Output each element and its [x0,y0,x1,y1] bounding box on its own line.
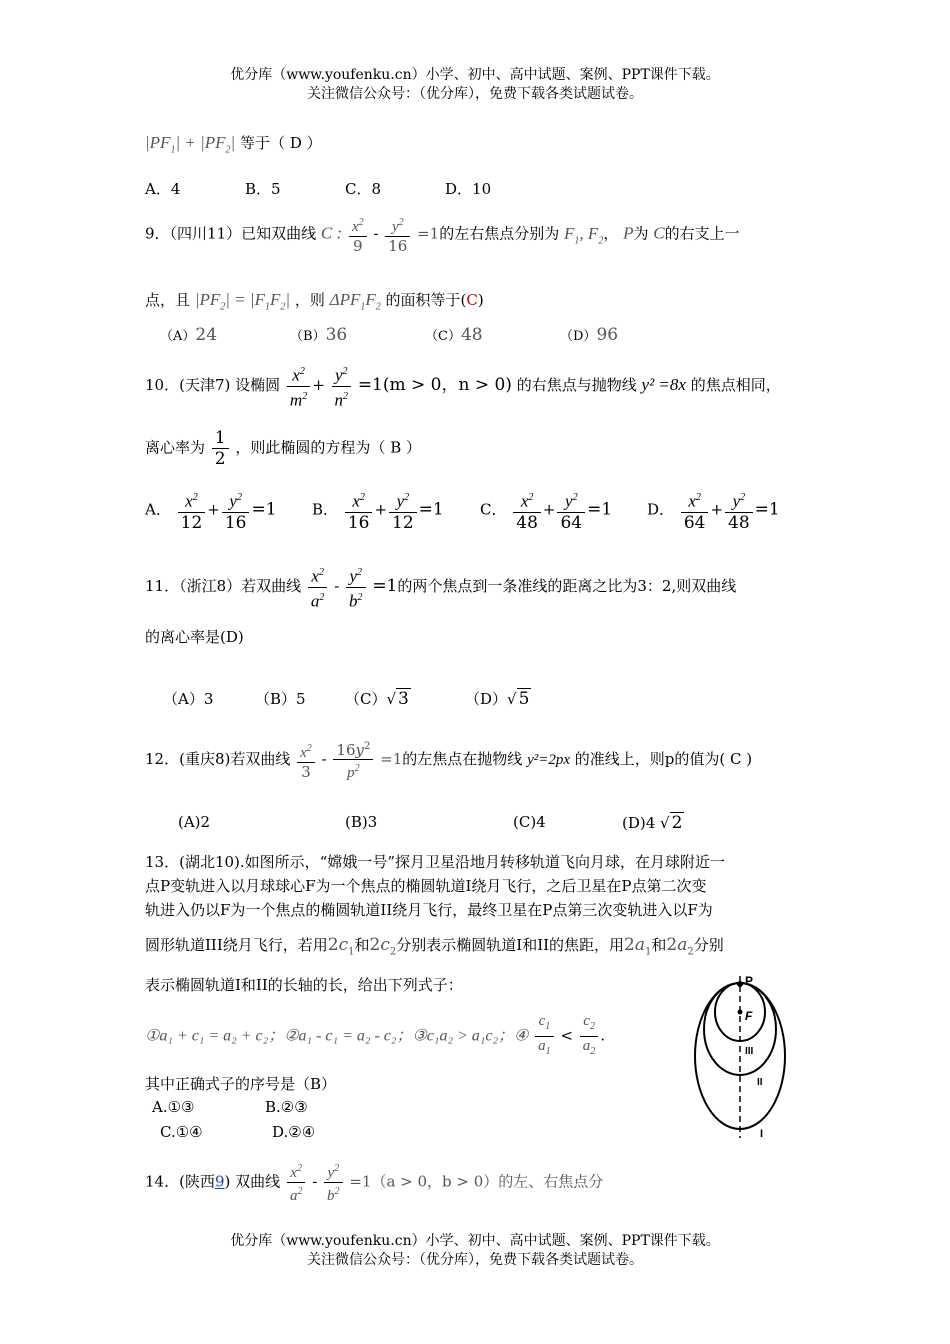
q8-option-b: B．5 [245,180,281,198]
q12-option-b: (B)3 [345,813,378,831]
q13-option-b: B.②③ [265,1098,308,1116]
q8-option-a: A．4 [145,180,181,198]
q10-option-d: D． $\frac{x^2}{64}$ + $\frac{y^2}{48}$ =1 [647,488,780,533]
page-header [0,66,950,104]
q9-option-b: （B）36 [290,325,348,345]
q10-answer: B [390,438,402,457]
footer-line-1: 优分库（www.youfenku.cn）小学、初中、高中试题、案例、PPT课件下载。 [230,1233,720,1249]
q8-answer: D [289,134,302,152]
q11-stem: 11．（浙江8）若双曲线 $\frac{x^2}{a^2}$ - $\frac{y^2}{b^2}$ =1的两个焦点到一条准线的距离之比为3：2,则双曲线 [145,563,736,611]
q10-line2: 离心率为 $\frac{1}{2}$ ，则此椭圆的方程为（ B ） [145,428,422,469]
q8-option-d: D．10 [445,180,492,198]
q13-line-4: 圆形轨道III绕月飞行，若用$2c_1$和$2c_2$分别表示椭圆轨道I和II的焦距，用$2a_1$和$2a_2$分别 [145,935,724,958]
page-footer [0,1232,950,1270]
q11-option-c: （C）√ 3 [345,689,409,709]
q11-line2: 的离心率是(D) [145,628,244,646]
q14-link[interactable]: 9 [214,1172,225,1191]
q11-option-d: （D）√ 5 [465,689,530,709]
point-p [737,981,743,987]
q9-option-c: （C）48 [425,325,483,345]
q13-option-a: A.①③ [152,1098,195,1116]
q9-option-a: （A）24 [160,325,218,345]
q13-ask: 其中正确式子的序号是（B） [145,1075,337,1093]
q14-stem: 14．(陕西9) 双曲线 $\frac{x^2}{a^2}$ - $\frac{y^2}{b^2}$ =1（a > 0，b > 0）的左、右焦点分 [145,1160,603,1205]
q12-option-a: (A)2 [178,813,211,831]
q11-option-a: （A）3 [163,690,214,708]
q11-option-b: （B）5 [255,690,306,708]
label-f: F [745,1009,753,1023]
q13-stem [145,850,725,922]
q8-option-c: C．8 [345,180,382,198]
q13-line-3: 轨进入仍以F为一个焦点的椭圆轨道II绕月飞行，最终卫星在P点第三次变轨进入以F为 [145,901,713,919]
q8-tail: $|PF_1| + |PF_2|$ 等于（ D ） [145,133,322,156]
q10-option-a: A． $\frac{x^2}{12}$ + $\frac{y^2}{16}$ =1 [145,488,277,533]
q12-option-d: (D)4 √ 2 [622,813,683,833]
q9-answer: C [466,291,478,309]
q12-option-c: (C)4 [513,813,546,831]
q13-line-5: 表示椭圆轨道I和II的长轴的长，给出下列式子： [145,976,463,994]
orbit-figure [685,972,810,1142]
q13-formula: ①a₁ + c₁ = a₂ + c₂；②a₁ - c₁ = a₂ - c₂；③c₁a₂ > a₁c₂；④ $\frac{c_1}{a_1}$ < $\frac{c_2}{a_2}$ . [145,1013,606,1057]
q10-option-b: B． $\frac{x^2}{16}$ + $\frac{y^2}{12}$ =1 [312,488,444,533]
label-iii: III [745,1046,754,1057]
label-ii: II [757,1077,763,1088]
q13-line-1: 13．(湖北10).如图所示，“嫦娥一号”探月卫星沿地月转移轨道飞向月球，在月球附近一 [145,853,725,871]
q11-answer: D [225,628,238,646]
focus-f [738,1010,743,1015]
q13-option-d: D.②④ [272,1123,316,1141]
q13-option-c: C.①④ [160,1123,203,1141]
q13-answer: B [310,1075,322,1093]
q10-stem: 10．(天津7) 设椭圆 $\frac{x^2}{m^2}$ + $\frac{y^2}{n^2}$ =1(m > 0，n > 0) 的右焦点与抛物线 y² =8x 的焦点相同， [145,362,781,410]
q13-line-2: 点P变轨进入以月球球心F为一个焦点的椭圆轨道I绕月飞行，之后卫星在P点第二次变 [145,877,707,895]
label-p: P [745,974,754,988]
q9-stem: 9．（四川11）已知双曲线 C : $\frac{x^2}{9}$ - $\frac{y^2}{16}$ =1的左右焦点分别为 $F_1$, $F_2$， P为 C的右支上一 [145,214,740,255]
q9-option-d: （D）96 [560,325,619,345]
q9-line2: 点，且 $|PF_2| = |F_1F_2|$ ，则 $\Delta PF_1F_2$ 的面积等于(C) [145,290,484,313]
header-line-2: 关注微信公众号：（优分库），免费下载各类试题试卷。 [307,86,643,102]
header-line-1: 优分库（www.youfenku.cn）小学、初中、高中试题、案例、PPT课件下载。 [230,67,720,83]
footer-line-2: 关注微信公众号：（优分库），免费下载各类试题试卷。 [307,1252,643,1268]
label-i: I [760,1128,764,1140]
q12-answer: C [730,750,742,768]
q12-stem: 12．(重庆8)若双曲线 $\frac{x^2}{3}$ - $\frac{16y^2}{p^2}$ =1的左焦点在抛物线 y²=2px 的准线上，则p的值为( C ) [145,738,752,782]
q10-option-c: C． $\frac{x^2}{48}$ + $\frac{y^2}{64}$ =1 [480,488,612,533]
